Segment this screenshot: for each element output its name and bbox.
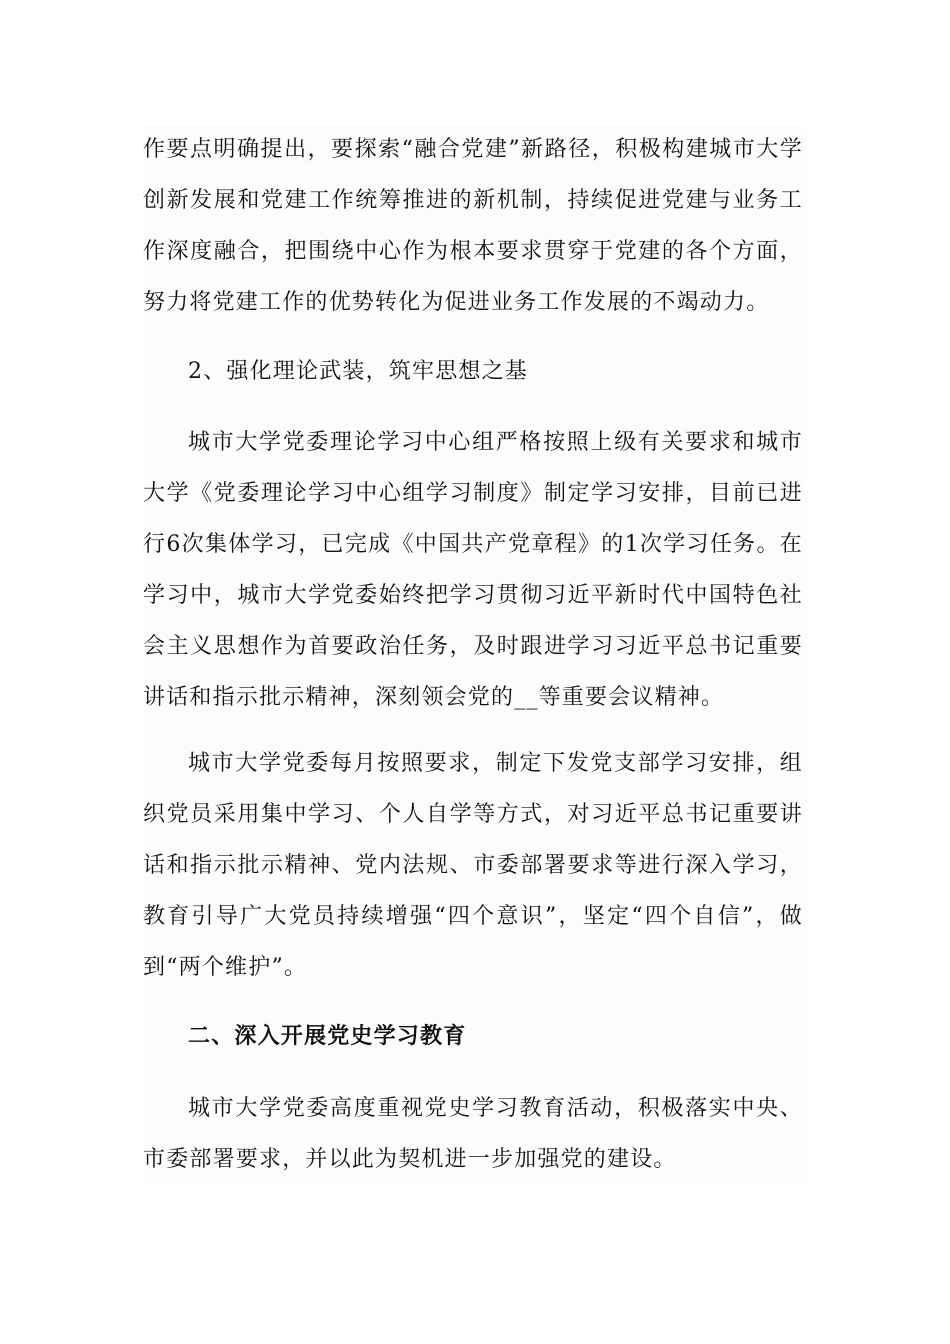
paragraph-study-group: 城市大学党委理论学习中心组严格按照上级有关要求和城市大学《党委理论学习中心组学习制度》制定学习安排，目前已进行6次集体学习，已完成《中国共产党章程》的1次学习任务。在学习中，城市大学党委始终把学习贯彻习近平新时代中国特色社会主义思想作为首要政治任务，及时跟进学习习近平总书记重要讲话和指示批示精神，深刻领会党的__等重要会议精神。 <box>143 430 803 710</box>
paragraph-continuation: 作要点明确提出，要探索“融合党建”新路径，积极构建城市大学创新发展和党建工作统筹推进的新机制，持续促进党建与业务工作深度融合，把围绕中心作为根本要求贯穿于党建的各个方面，努力将党建工作的优势转化为促进业务工作发展的不竭动力。 <box>143 137 803 315</box>
section-heading-party-history: 二、深入开展党史学习教育 <box>188 1023 467 1049</box>
section-heading-theory: 2、强化理论武装，筑牢思想之基 <box>188 359 528 384</box>
paragraph-monthly-study: 城市大学党委每月按照要求，制定下发党支部学习安排，组织党员采用集中学习、个人自学等方式，对习近平总书记重要讲话和指示批示精神、党内法规、市委部署要求等进行深入学习，教育引导广大党员持续增强“四个意识”，坚定“四个自信”，做到“两个维护”。 <box>143 751 803 980</box>
paragraph-party-history: 城市大学党委高度重视党史学习教育活动，积极落实中央、市委部署要求，并以此为契机进一步加强党的建设。 <box>143 1096 803 1172</box>
